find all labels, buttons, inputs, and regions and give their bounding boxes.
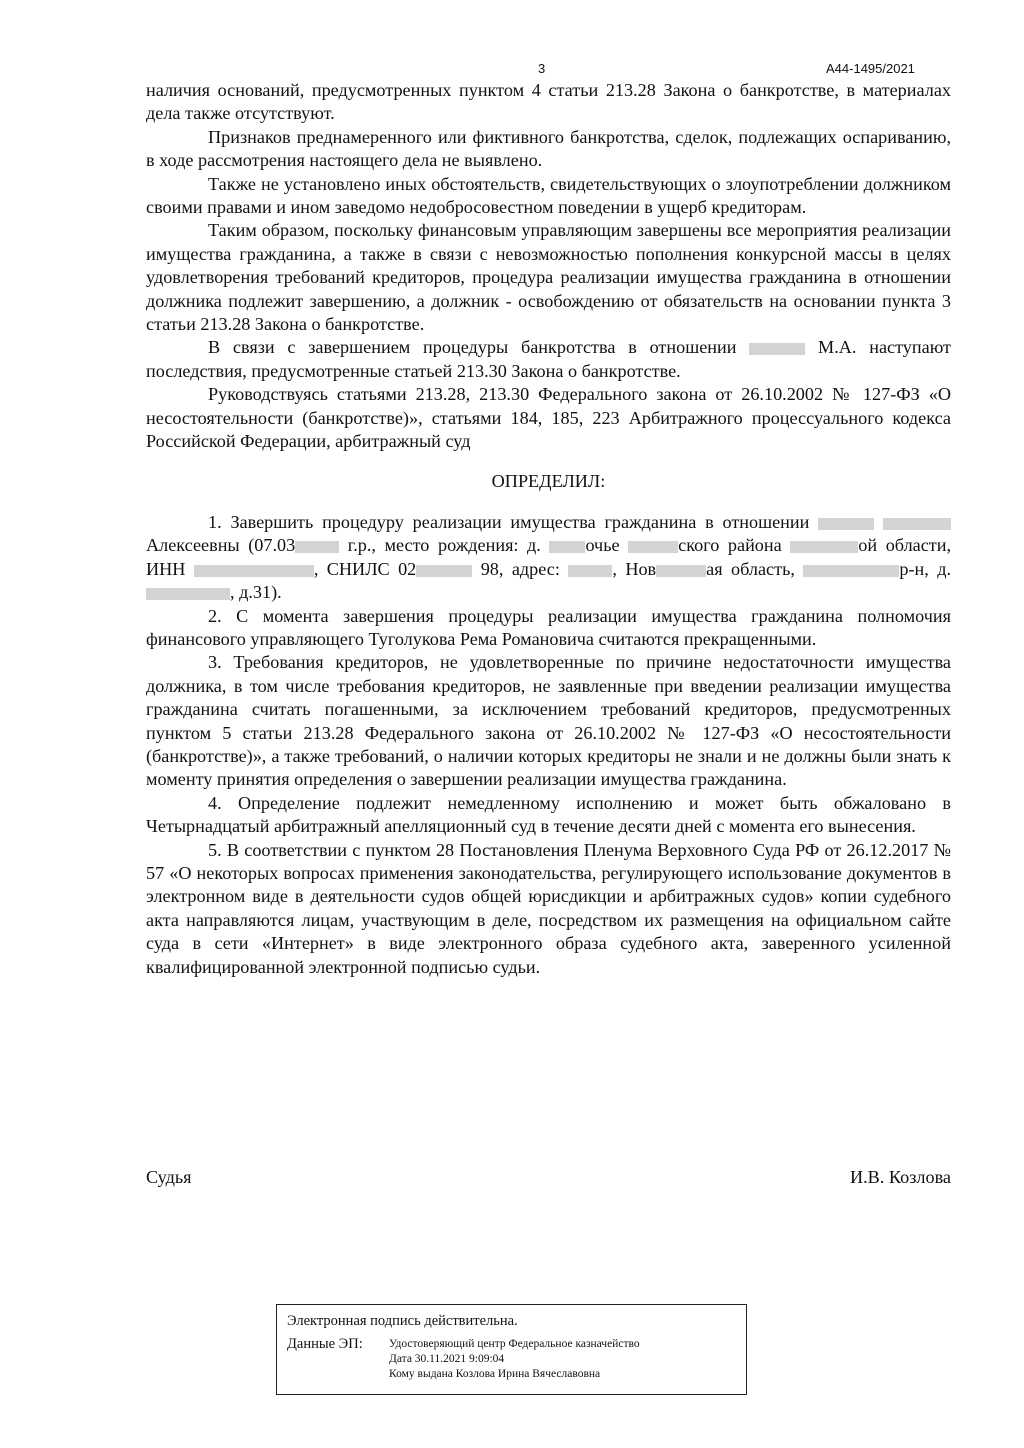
redacted-text (416, 565, 472, 577)
ruling-item-1-part: г.р., место рождения: д. (347, 535, 541, 556)
judge-name: И.В. Козлова (850, 1167, 951, 1187)
redacted-text (818, 518, 874, 530)
ruling-heading: ОПРЕДЕЛИЛ: (491, 470, 606, 491)
e-signature-details (389, 1334, 640, 1382)
signature-row (146, 1166, 951, 1189)
redacted-text (295, 541, 339, 553)
paragraph-5 (146, 336, 951, 383)
ruling-item-2: 2. С момента завершения процедуры реализации имущества гражданина полномочия финансового управляющего Туголукова Рема Романовича считаются прекращенными. (146, 605, 951, 649)
redacted-text (790, 541, 858, 553)
ruling-item-1-part: 1. Завершить процедуру реализации имущества гражданина в отношении (208, 511, 810, 532)
e-signature-issuer: Удостоверяющий центр Федеральное казначейство (389, 1338, 640, 1350)
paragraph-1: наличия оснований, предусмотренных пунктом 4 статьи 213.28 Закона о банкротстве, в материалах дела также отсутствуют. (146, 80, 951, 124)
ruling-item-1-part: Алексеевны (07.03 (146, 535, 296, 556)
paragraph-5-end: М.А. наступают последствия, предусмотренные статьей 213.30 Закона о банкротстве. (146, 337, 952, 381)
e-signature-title: Электронная подпись действительна. (287, 1313, 518, 1329)
document-body (146, 79, 951, 979)
ruling-item-1-part: ой области, ИНН (146, 535, 952, 579)
paragraph-6: Руководствуясь статьями 213.28, 213.30 Федерального закона от 26.10.2002 № 127-ФЗ «О несостоятельности (банкротстве)», статьями 184, 185, 223 Арбитражного процессуального кодекса Российской Федерации, арбитражный суд (146, 384, 951, 452)
paragraph-5-start: В связи с завершением процедуры банкротства в отношении (208, 337, 737, 358)
e-signature-date: Дата 30.11.2021 9:09:04 (389, 1353, 505, 1365)
redacted-text (568, 565, 612, 577)
e-signature-data (287, 1334, 736, 1382)
ruling-item-1 (146, 511, 951, 605)
redacted-text (656, 565, 706, 577)
ruling-item-4: 4. Определение подлежит немедленному исполнению и может быть обжаловано в Четырнадцатый арбитражный апелляционный суд в течение десяти дней с момента его вынесения. (146, 792, 951, 837)
ruling-item-1-part: , д.31). (230, 582, 282, 603)
redacted-text (194, 565, 314, 577)
page-number: 3 (538, 61, 546, 76)
judge-role: Судья (146, 1167, 192, 1187)
redacted-text (549, 541, 585, 553)
redacted-text (883, 518, 951, 530)
ruling-item-1-part: , Нов (612, 558, 657, 579)
e-signature-label: Данные ЭП: (287, 1336, 363, 1352)
paragraph-4: Таким образом, поскольку финансовым управляющим завершены все мероприятия реализации имущества гражданина, а также в связи с невозможностью пополнения конкурсной массы в целях удовлетворения требований кредиторов, процедура реализации имущества гражданина в отношении должника подлежит завершению, а должник - освобождению от обязательств на основании пункта 3 статьи 213.28 Закона о банкротстве. (146, 220, 951, 335)
ruling-item-1-part: ая область, (706, 558, 795, 579)
paragraph-3: Также не установлено иных обстоятельств, свидетельствующих о злоупотреблении должником своими правами и ином заведомо недобросовестном поведении в ущерб кредиторам. (146, 173, 951, 218)
ruling-item-1-part: ского района (678, 535, 782, 556)
redacted-text (749, 343, 805, 355)
e-signature-holder: Кому выдана Козлова Ирина Вячеславовна (389, 1368, 601, 1380)
ruling-item-5: 5. В соответствии с пунктом 28 Постановления Пленума Верховного Суда РФ от 26.12.2017 № 57 «О некоторых вопросах применения законодательства, регулирующего использование документов в электронном виде в деятельности судов общей юрисдикции и арбитражных судов» копии судебного акта направляются лицам, участвующим в деле, посредством их размещения на официальном сайте суда в сети «Интернет» в виде электронного образа судебного акта, заверенного усиленной квалифицированной электронной подписью судьи. (146, 839, 951, 977)
ruling-item-3: 3. Требования кредиторов, не удовлетворенные по причине недостаточности имущества должника, в том числе требования кредиторов, не заявленные при введении реализации имущества гражданина считать погашенными, за исключением требований кредиторов, предусмотренных пунктом 5 статьи 213.28 Федерального закона от 26.10.2002 № 127-ФЗ «О несостоятельности (банкротстве)», а также требований, о наличии которых кредиторы не знали и не должны были знать к моменту принятия определения о завершении реализации имущества гражданина. (146, 652, 951, 790)
ruling-item-1-part: р-н, д. (899, 558, 951, 579)
redacted-text (146, 588, 230, 600)
ruling-item-1-part: очье (585, 535, 620, 556)
redacted-text (628, 541, 678, 553)
case-number: А44-1495/2021 (826, 61, 915, 76)
ruling-item-1-part: , СНИЛС 02 (313, 558, 417, 579)
paragraph-2: Признаков преднамеренного или фиктивного банкротства, сделок, подлежащих оспариванию, в ходе рассмотрения настоящего дела не выявлено. (146, 126, 951, 171)
ruling-item-1-part: 98, адрес: (480, 558, 560, 579)
e-signature-stamp (276, 1304, 747, 1395)
redacted-text (803, 565, 899, 577)
